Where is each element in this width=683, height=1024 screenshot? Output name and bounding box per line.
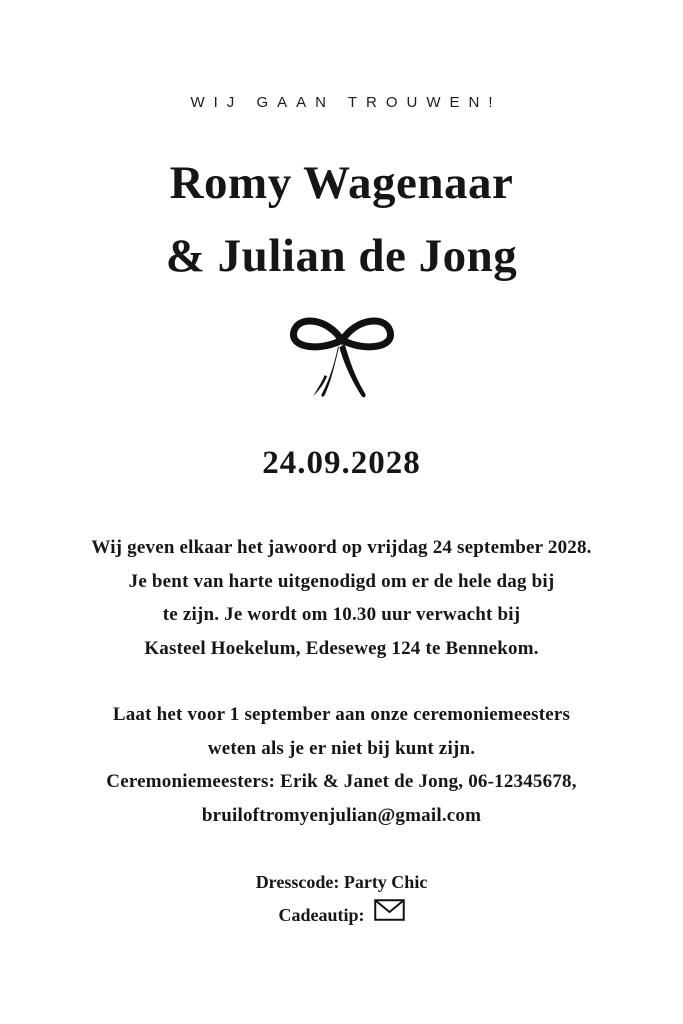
footer bbox=[0, 866, 683, 932]
details-line: te zijn. Je wordt om 10.30 uur verwacht bij bbox=[162, 604, 521, 625]
names-line-2: & Julian de Jong bbox=[165, 230, 518, 282]
details-line: Wij geven elkaar het jawoord op vrijdag 24 september 2028. bbox=[91, 537, 592, 558]
details-line: Kasteel Hoekelum, Edeseweg 124 te Bennekom. bbox=[144, 637, 539, 659]
dresscode-line: Dresscode: Party Chic bbox=[255, 872, 428, 892]
rsvp-line: weten als je er niet bij kunt zijn. bbox=[207, 737, 476, 759]
gift-row bbox=[0, 899, 683, 932]
wedding-date: 24.09.2028 bbox=[262, 445, 421, 481]
ribbon-bow-icon bbox=[0, 309, 683, 405]
rsvp-line: Ceremoniemeesters: Erik & Janet de Jong, 06-12345678, bbox=[106, 771, 577, 792]
rsvp-line: Laat het voor 1 september aan onze ceremoniemeesters bbox=[112, 704, 571, 725]
kicker-announcement: WIJ GAAN TROUWEN! bbox=[190, 94, 502, 111]
details-paragraph bbox=[0, 531, 683, 665]
rsvp-paragraph bbox=[0, 698, 683, 832]
details-line: Je bent van harte uitgenodigd om er de hele dag bij bbox=[128, 570, 555, 592]
couple-names bbox=[0, 147, 683, 293]
rsvp-line: bruiloftromyenjulian@gmail.com bbox=[201, 804, 482, 826]
envelope-icon bbox=[374, 899, 405, 932]
names-line-1: Romy Wagenaar bbox=[169, 157, 514, 209]
gift-label: Cadeautip: bbox=[278, 905, 365, 925]
